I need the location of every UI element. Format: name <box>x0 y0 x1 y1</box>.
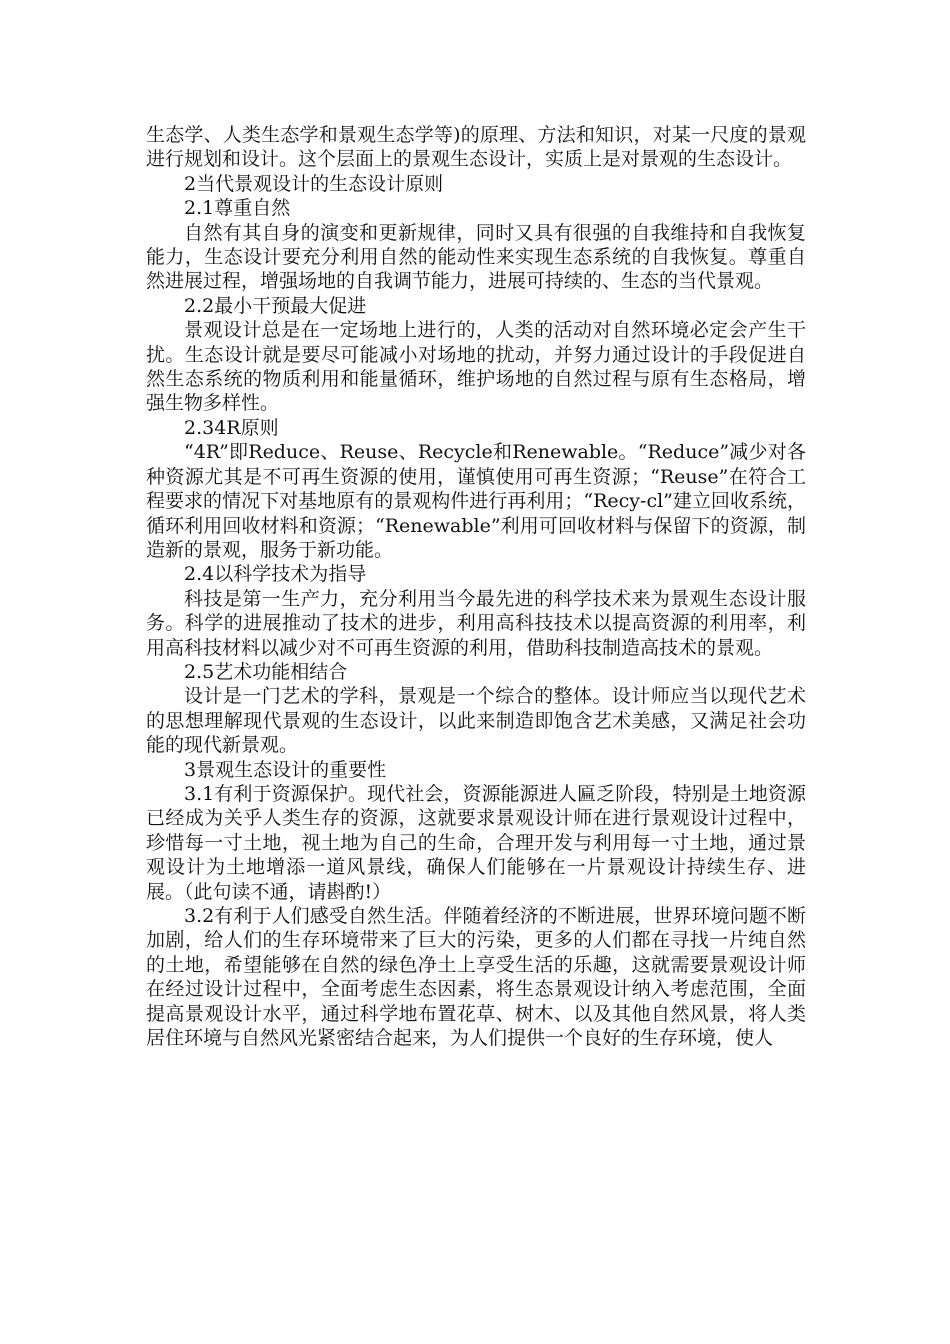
paragraph-2-5: 设计是一门艺术的学科，景观是一个综合的整体。设计师应当以现代艺术的思想理解现代景观的生态设计，以此来制造即饱含艺术美感，又满足社会功能的现代新景观。 <box>146 685 806 757</box>
section-heading-2: 2当代景观设计的生态设计原则 <box>184 172 444 195</box>
subsection-heading-2-3: 2.34R原则 <box>184 416 279 439</box>
paragraph-3-1: 3.1有利于资源保护。现代社会，资源能源进人匾乏阶段，特别是土地资源已经成为关乎人类生存的资源，这就要求景观设计师在进行景观设计过程中，珍惜每一寸土地，视土地为自己的生命，合理开发与利用每一寸土地，通过景观设计为土地增添一道风景线，确保人们能够在一片景观设计持续生存、进展。（此句读不通，请斟酌!） <box>146 782 806 903</box>
paragraph-3-2: 3.2有利于人们感受自然生活。伴随着经济的不断进展，世界环境问题不断加剧，给人们的生存环境带来了巨大的污染，更多的人们都在寻找一片纯自然的土地，希望能够在自然的绿色净土上享受生活的乐趣，这就需要景观设计师在经过设计过程中，全面考虑生态因素，将生态景观设计纳入考虑范围，全面提高景观设计水平，通过科学地布置花草、树木、以及其他自然风景，将人类居住环境与自然风光紧密结合起来，为人们提供一个良好的生存环境，使人 <box>146 905 806 1050</box>
paragraph-continuation: 生态学、人类生态学和景观生态学等)的原理、方法和知识，对某一尺度的景观进行规划和设计。这个层面上的景观生态设计，实质上是对景观的生态设计。 <box>146 124 806 171</box>
paragraph-2-1: 自然有其自身的演变和更新规律，同时又具有很强的自我维持和自我恢复能力，生态设计要充分利用自然的能动性来实现生态系统的自我恢复。尊重自然进展过程，增强场地的自我调节能力，进展可持续的、生态的当代景观。 <box>146 221 806 293</box>
paragraph-2-3: “4R”即Reduce、Reuse、Recycle和Renewable。“Reduce”减少对各种资源尤其是不可再生资源的使用，谨慎使用可再生资源；“Reuse”在符合工程要求的情况下对基地原有的景观构件进行再利用；“Recy-cl”建立回收系统，循环利用回收材料和资源；“Renewable”利用可回收材料与保留下的资源，制造新的景观，服务于新功能。 <box>146 441 806 561</box>
subsection-heading-2-2: 2.2最小干预最大促进 <box>184 294 367 317</box>
document-body <box>146 123 806 1050</box>
subsection-heading-2-1: 2.1尊重自然 <box>184 197 291 220</box>
paragraph-2-2: 景观设计总是在一定场地上进行的，人类的活动对自然环境必定会产生干扰。生态设计就是要尽可能减小对场地的扰动，并努力通过设计的手段促进自然生态系统的物质利用和能量循环，维护场地的自然过程与原有生态格局，增强生物多样性。 <box>146 319 806 415</box>
subsection-heading-2-5: 2.5艺术功能相结合 <box>184 660 348 683</box>
section-heading-3: 3景观生态设计的重要性 <box>184 758 387 781</box>
subsection-heading-2-4: 2.4以科学技术为指导 <box>184 563 367 586</box>
paragraph-2-4: 科技是第一生产力，充分利用当今最先进的科学技术来为景观生态设计服务。科学的进展推动了技术的进步，利用高科技技术以提高资源的利用率，利用高科技材料以减少对不可再生资源的利用，借助科技制造高技术的景观。 <box>146 587 806 659</box>
